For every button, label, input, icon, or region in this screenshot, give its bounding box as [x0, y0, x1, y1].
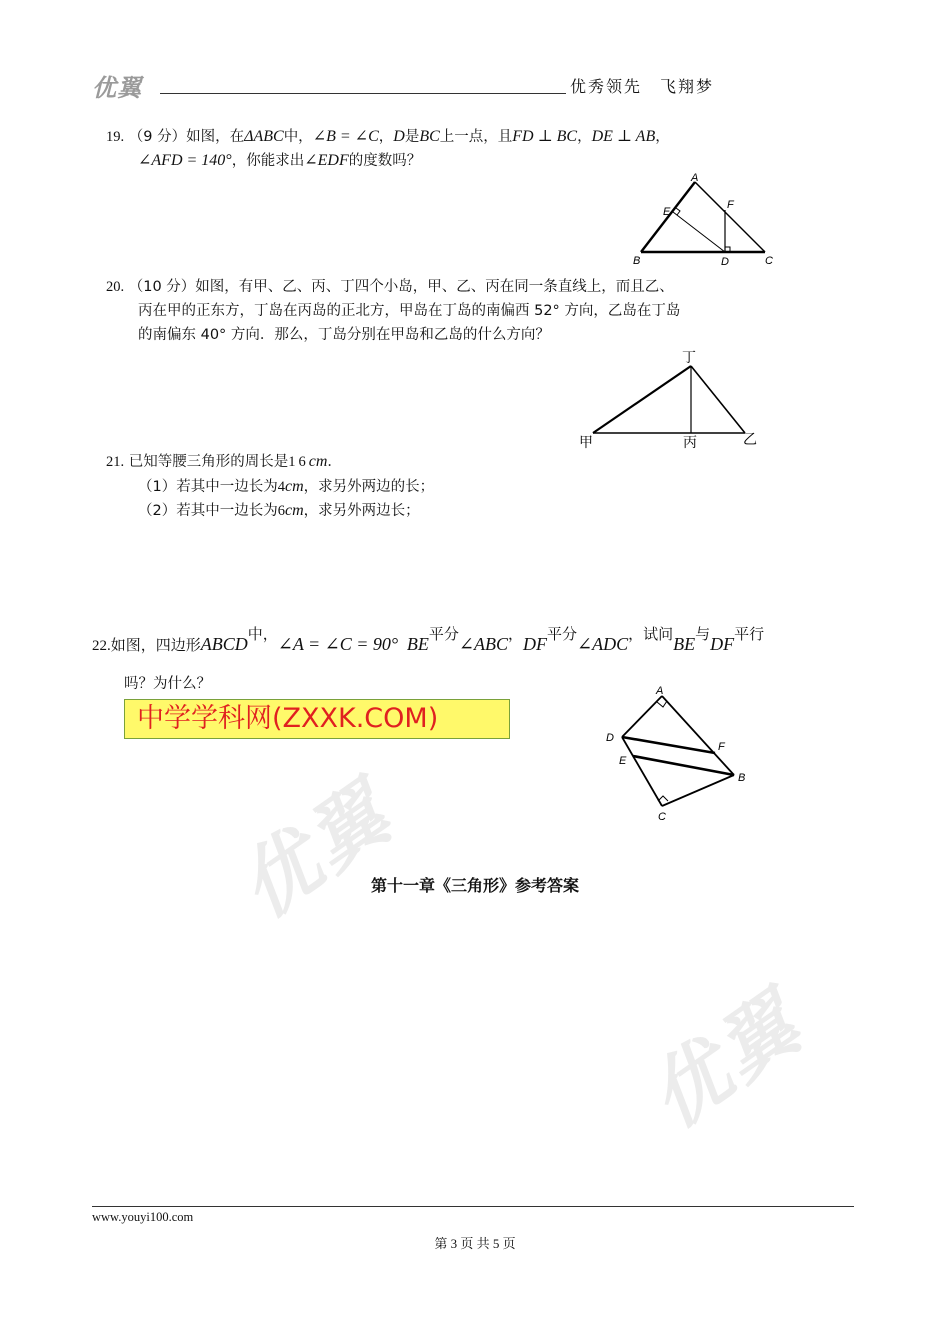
text: （10 分）如图，有甲、乙、丙、丁四个小岛，甲、乙、丙在同一条直线上，而且乙、 [128, 279, 674, 295]
math: cm [308, 453, 328, 470]
question-20-line-3: 的南偏东 40° 方向．那么，丁岛分别在甲岛和乙岛的什么方向？ [138, 327, 550, 343]
question-number: 19. [106, 129, 125, 145]
watermark-logo: 优翼 [223, 767, 410, 936]
footer-url[interactable]: www.youyi100.com [92, 1210, 194, 1224]
question-21-part-1 [138, 476, 434, 498]
zxxk-banner: 中学学科网(ZXXK.COM) [124, 699, 510, 739]
text: 平行 [734, 625, 765, 643]
label-jia: 甲 [579, 434, 593, 450]
question-21-line-1 [106, 451, 342, 473]
math: ∠ABC [458, 634, 508, 654]
math: 16 [288, 454, 309, 470]
math: DF [523, 634, 548, 654]
math: DF [710, 634, 735, 654]
math: ∠EDF [304, 152, 349, 169]
text: ，求另外两边长； [303, 503, 420, 519]
math: cm [284, 502, 304, 519]
text: 如图，四边形 [110, 636, 201, 654]
math: DE ⊥ AB [591, 128, 656, 145]
question-20-line-2: 丙在甲的正东方，丁岛在丙岛的正北方，甲岛在丁岛的南偏西 52° 方向，乙岛在丁岛 [138, 303, 681, 319]
math: D [393, 128, 405, 145]
question-22-line-2: 吗？为什么？ [124, 676, 211, 692]
figure-triangle-abc [625, 170, 785, 270]
math: ∠A = ∠C = 90° [277, 634, 399, 654]
text: ， [378, 129, 394, 145]
text: 如图，在 [186, 129, 245, 145]
text: 的度数吗？ [348, 153, 422, 169]
math: cm [284, 478, 304, 495]
label-yi: 乙 [743, 431, 757, 447]
label-b: B [738, 772, 746, 784]
question-19-line-1 [106, 126, 670, 148]
text: 中， [283, 129, 313, 145]
question-22-line-1 [92, 624, 764, 666]
text: ，求另外两边的长； [303, 479, 435, 495]
question-score: （9 分） [128, 129, 187, 145]
label-d: D [721, 256, 729, 268]
header-logo: 优翼 [92, 74, 142, 102]
label-f: F [718, 741, 725, 753]
watermark-logo: 优翼 [633, 977, 820, 1146]
question-20-line-1 [106, 276, 674, 298]
math: BC [419, 128, 440, 145]
question-number: 21. [106, 454, 125, 470]
header-rule [160, 93, 566, 94]
text: 与 [695, 625, 711, 643]
label-bing: 丙 [683, 434, 697, 450]
label-c: C [765, 255, 773, 267]
question-19-line-2 [138, 150, 421, 172]
text: ． [327, 454, 342, 470]
header-slogan: 优秀领先 飞翔梦 [570, 77, 715, 96]
label-f: F [727, 199, 734, 211]
label-e: E [619, 755, 627, 767]
question-number: 20. [106, 279, 125, 295]
math: 4 [277, 479, 285, 495]
text: （2）若其中一边长为 [138, 503, 278, 519]
text: ，试问 [628, 625, 674, 643]
text: ， [655, 129, 670, 145]
math: ∠AFD = 140° [138, 152, 232, 169]
label-b: B [633, 255, 641, 267]
text: （1）若其中一边长为 [138, 479, 278, 495]
math: ∠ADC [577, 634, 629, 654]
math: BE [673, 634, 696, 654]
label-ding: 丁 [682, 349, 696, 365]
math: 6 [277, 503, 285, 519]
text: 是 [404, 129, 420, 145]
label-a: A [656, 685, 664, 697]
math: ABCD [200, 634, 248, 654]
label-c: C [658, 811, 666, 823]
label-d: D [606, 732, 614, 744]
page-number: 第 3 页 共 5 页 [434, 1236, 516, 1251]
text: 中， [247, 625, 278, 643]
math: ΔABC [244, 128, 284, 145]
text: ， [508, 625, 524, 643]
text: ， [577, 129, 592, 145]
text: 平分 [428, 625, 459, 643]
question-21-part-2 [138, 500, 420, 522]
footer-rule [92, 1206, 854, 1207]
text: ，你能求出 [231, 153, 305, 169]
text: 上一点，且 [439, 129, 513, 145]
math: FD ⊥ BC [512, 128, 578, 145]
figure-islands [575, 344, 765, 452]
figure-quadrilateral-abcd [600, 680, 760, 825]
label-e: E [663, 206, 671, 218]
text: 平分 [547, 625, 578, 643]
math: ∠B = ∠C [312, 128, 379, 145]
question-number: 22. [92, 638, 111, 654]
text: 已知等腰三角形的周长是 [128, 454, 289, 470]
label-a: A [691, 172, 699, 184]
answer-section-title: 第十一章《三角形》参考答案 [370, 876, 579, 895]
math: BE [406, 634, 429, 654]
